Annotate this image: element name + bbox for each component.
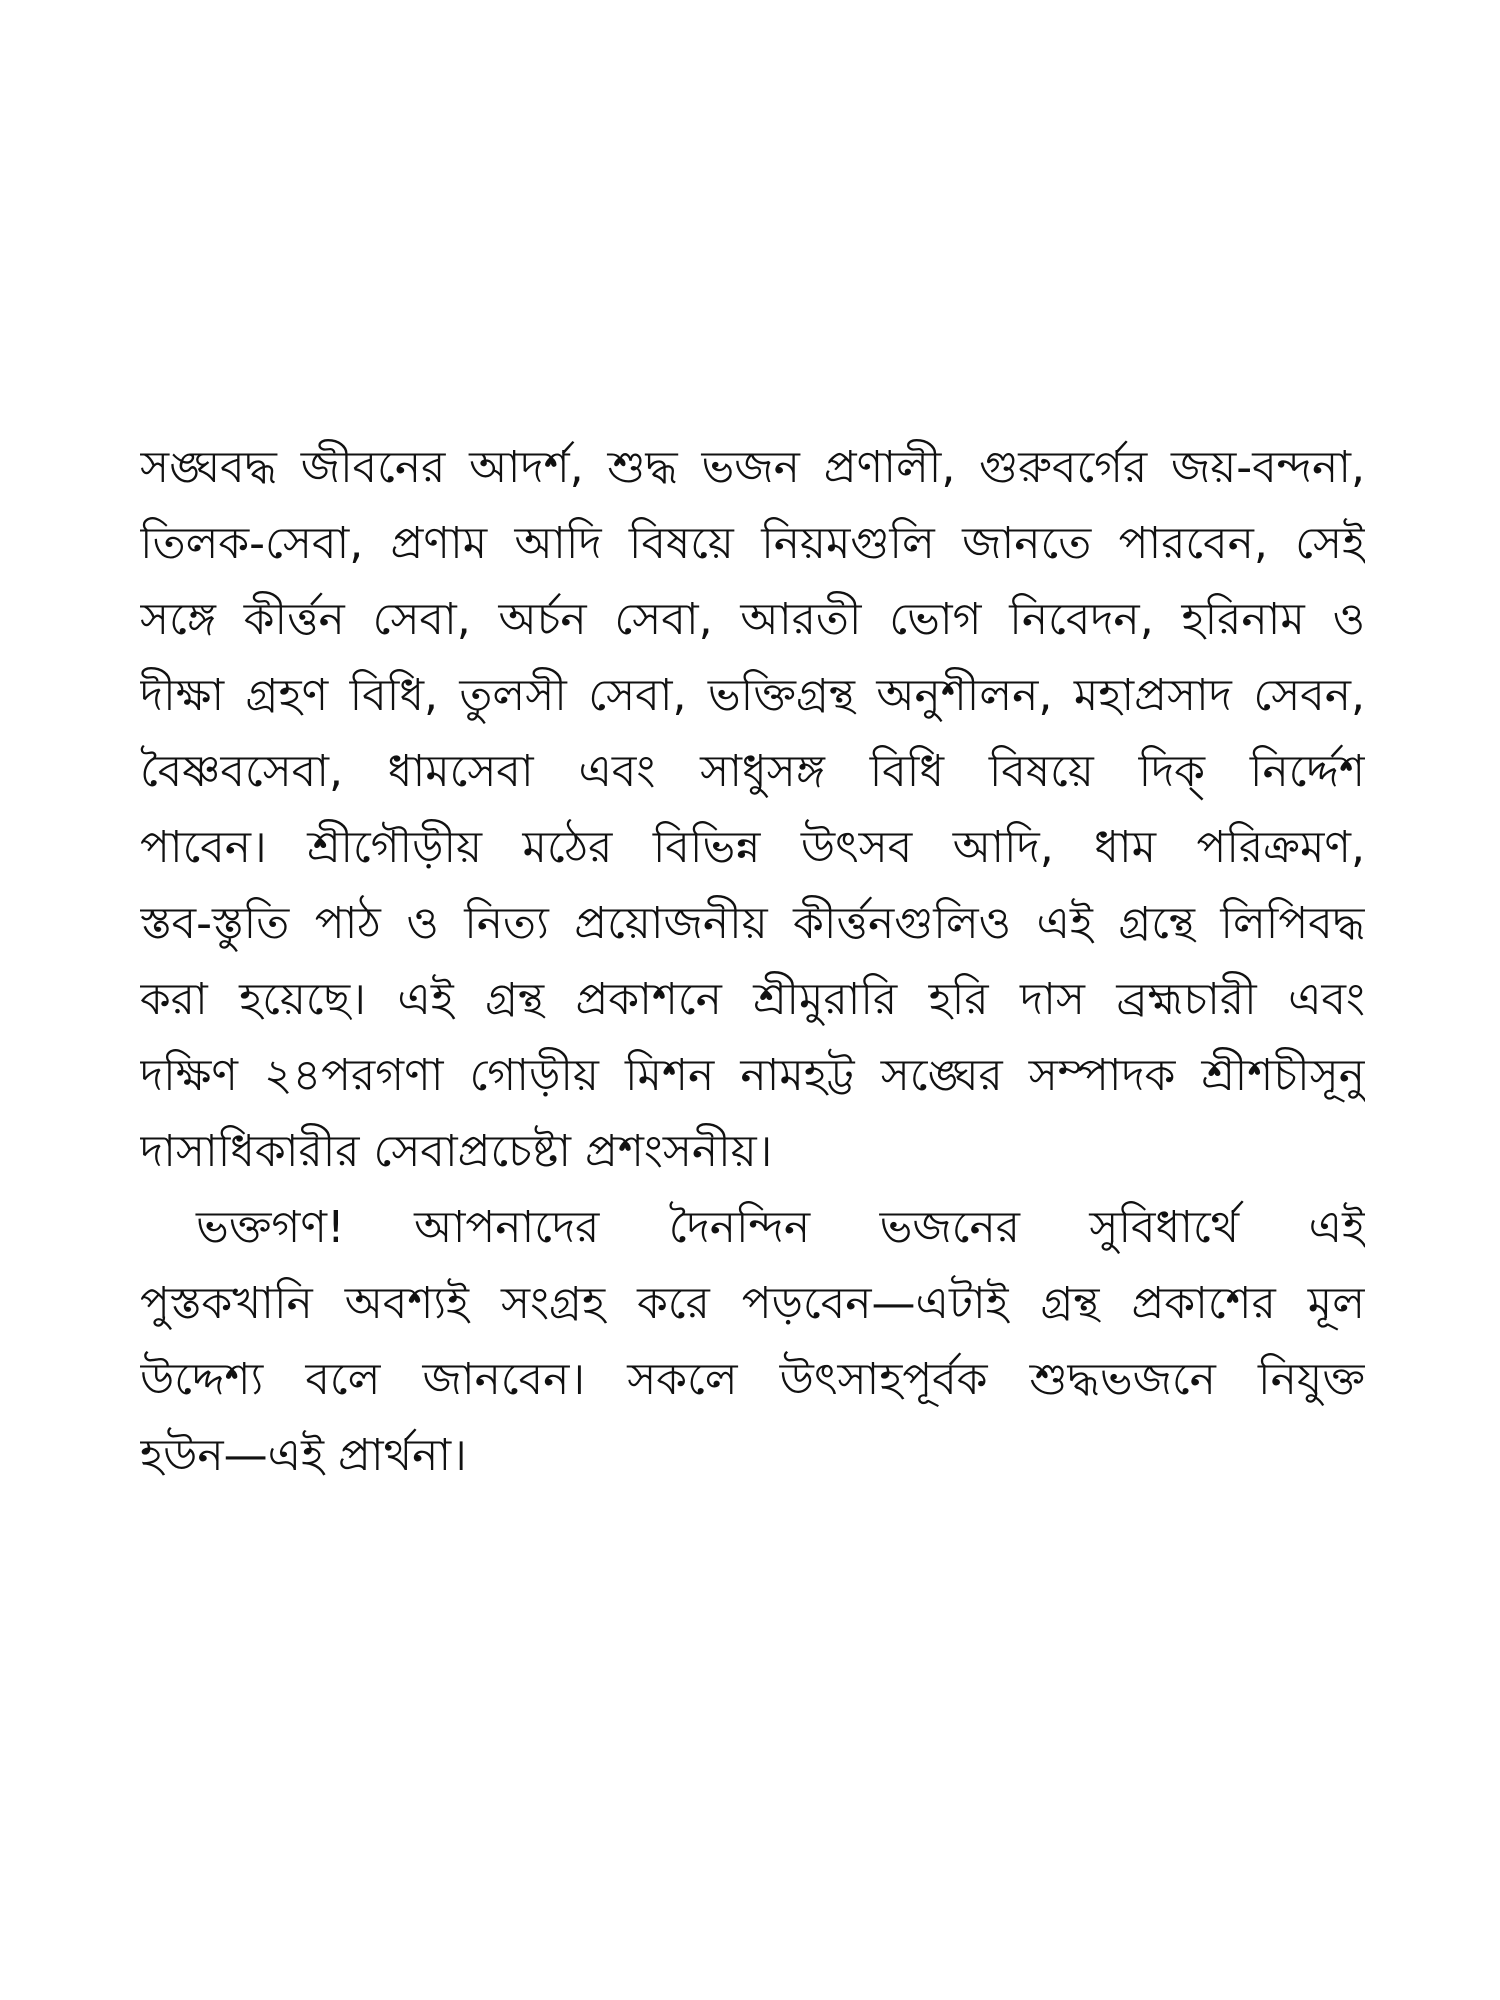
paragraph-start-line: ভক্তগণ! আপনাদের দৈনন্দিন ভজনের সুবিধার্থে এই bbox=[196, 1202, 1365, 1253]
text-line: উদ্দেশ্য বলে জানবেন। সকলে উৎসাহপূর্বক শুদ্ধভজনে নিযুক্ত bbox=[140, 1354, 1365, 1405]
text-line: দীক্ষা গ্রহণ বিধি, তুলসী সেবা, ভক্তিগ্রন্থ অনুশীলন, মহাপ্রসাদ সেবন, bbox=[140, 670, 1365, 721]
text-line: সঙ্গে কীর্ত্তন সেবা, অর্চন সেবা, আরতী ভোগ নিবেদন, হরিনাম ও bbox=[140, 594, 1365, 645]
text-line: তিলক-সেবা, প্রণাম আদি বিষয়ে নিয়মগুলি জানতে পারবেন, সেই bbox=[140, 518, 1365, 569]
paragraph-end-line: দাসাধিকারীর সেবাপ্রচেষ্টা প্রশংসনীয়। bbox=[140, 1126, 773, 1177]
body-text bbox=[140, 430, 1365, 1494]
text-line: বৈষ্ণবসেবা, ধামসেবা এবং সাধুসঙ্গ বিধি বিষয়ে দিক্ নির্দ্দেশ bbox=[140, 746, 1365, 797]
paragraph-end-line: হউন—এই প্রার্থনা। bbox=[140, 1430, 467, 1481]
text-line: করা হয়েছে। এই গ্রন্থ প্রকাশনে শ্রীমুরারি হরি দাস ব্রহ্মচারী এবং bbox=[140, 974, 1365, 1025]
text-line: দক্ষিণ ২৪পরগণা গোড়ীয় মিশন নামহট্ট সঙ্ঘের সম্পাদক শ্রীশচীসূনু bbox=[140, 1050, 1365, 1101]
text-line: সঙ্ঘবদ্ধ জীবনের আদর্শ, শুদ্ধ ভজন প্রণালী, গুরুবর্গের জয়-বন্দনা, bbox=[140, 442, 1365, 493]
text-line: পুস্তকখানি অবশ্যই সংগ্রহ করে পড়বেন—এটাই গ্রন্থ প্রকাশের মূল bbox=[140, 1278, 1365, 1329]
text-line: স্তব-স্তুতি পাঠ ও নিত্য প্রয়োজনীয় কীর্ত্তনগুলিও এই গ্রন্থে লিপিবদ্ধ bbox=[140, 898, 1365, 949]
text-line: পাবেন। শ্রীগৌড়ীয় মঠের বিভিন্ন উৎসব আদি, ধাম পরিক্রমণ, bbox=[140, 822, 1365, 873]
